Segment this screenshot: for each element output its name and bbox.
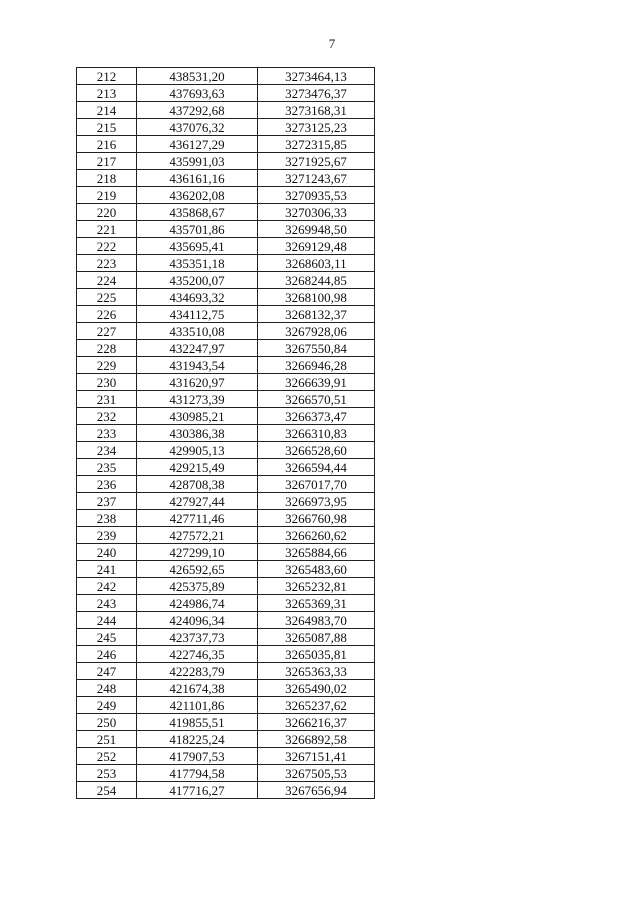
y-coordinate-cell: 3268132,37 [258, 306, 375, 323]
y-coordinate-cell: 3265237,62 [258, 697, 375, 714]
point-number-cell: 221 [77, 221, 137, 238]
coordinates-table [76, 67, 375, 799]
y-coordinate-cell: 3264983,70 [258, 612, 375, 629]
page-number: 7 [328, 36, 336, 51]
table-row [77, 697, 375, 714]
x-coordinate-cell: 435695,41 [137, 238, 258, 255]
y-coordinate-cell: 3266260,62 [258, 527, 375, 544]
table-row [77, 459, 375, 476]
x-coordinate-cell: 432247,97 [137, 340, 258, 357]
y-coordinate-cell: 3266946,28 [258, 357, 375, 374]
x-coordinate-cell: 431273,39 [137, 391, 258, 408]
point-number-cell: 232 [77, 408, 137, 425]
point-number-cell: 213 [77, 85, 137, 102]
table-row [77, 612, 375, 629]
table-row [77, 136, 375, 153]
x-coordinate-cell: 438531,20 [137, 68, 258, 85]
x-coordinate-cell: 436127,29 [137, 136, 258, 153]
point-number-cell: 231 [77, 391, 137, 408]
y-coordinate-cell: 3266639,91 [258, 374, 375, 391]
x-coordinate-cell: 435351,18 [137, 255, 258, 272]
y-coordinate-cell: 3265369,31 [258, 595, 375, 612]
point-number-cell: 246 [77, 646, 137, 663]
y-coordinate-cell: 3266216,37 [258, 714, 375, 731]
point-number-cell: 249 [77, 697, 137, 714]
point-number-cell: 216 [77, 136, 137, 153]
point-number-cell: 233 [77, 425, 137, 442]
x-coordinate-cell: 434693,32 [137, 289, 258, 306]
x-coordinate-cell: 436202,08 [137, 187, 258, 204]
table-row [77, 357, 375, 374]
table-row [77, 493, 375, 510]
y-coordinate-cell: 3267505,53 [258, 765, 375, 782]
point-number-cell: 239 [77, 527, 137, 544]
x-coordinate-cell: 426592,65 [137, 561, 258, 578]
point-number-cell: 254 [77, 782, 137, 799]
table-row [77, 391, 375, 408]
table-row [77, 68, 375, 85]
x-coordinate-cell: 417716,27 [137, 782, 258, 799]
y-coordinate-cell: 3266760,98 [258, 510, 375, 527]
y-coordinate-cell: 3267550,84 [258, 340, 375, 357]
point-number-cell: 253 [77, 765, 137, 782]
y-coordinate-cell: 3272315,85 [258, 136, 375, 153]
point-number-cell: 230 [77, 374, 137, 391]
point-number-cell: 250 [77, 714, 137, 731]
table-row [77, 629, 375, 646]
y-coordinate-cell: 3271243,67 [258, 170, 375, 187]
table-row [77, 527, 375, 544]
y-coordinate-cell: 3268244,85 [258, 272, 375, 289]
x-coordinate-cell: 430985,21 [137, 408, 258, 425]
x-coordinate-cell: 435868,67 [137, 204, 258, 221]
x-coordinate-cell: 437292,68 [137, 102, 258, 119]
y-coordinate-cell: 3266528,60 [258, 442, 375, 459]
table-row [77, 663, 375, 680]
x-coordinate-cell: 424096,34 [137, 612, 258, 629]
y-coordinate-cell: 3268100,98 [258, 289, 375, 306]
y-coordinate-cell: 3266570,51 [258, 391, 375, 408]
y-coordinate-cell: 3269948,50 [258, 221, 375, 238]
point-number-cell: 245 [77, 629, 137, 646]
y-coordinate-cell: 3265483,60 [258, 561, 375, 578]
table-row [77, 255, 375, 272]
point-number-cell: 236 [77, 476, 137, 493]
x-coordinate-cell: 422746,35 [137, 646, 258, 663]
point-number-cell: 234 [77, 442, 137, 459]
table-row [77, 782, 375, 799]
x-coordinate-cell: 435991,03 [137, 153, 258, 170]
y-coordinate-cell: 3273125,23 [258, 119, 375, 136]
y-coordinate-cell: 3266892,58 [258, 731, 375, 748]
x-coordinate-cell: 434112,75 [137, 306, 258, 323]
point-number-cell: 212 [77, 68, 137, 85]
x-coordinate-cell: 430386,38 [137, 425, 258, 442]
y-coordinate-cell: 3267017,70 [258, 476, 375, 493]
table-row [77, 544, 375, 561]
x-coordinate-cell: 436161,16 [137, 170, 258, 187]
y-coordinate-cell: 3266594,44 [258, 459, 375, 476]
table-row [77, 680, 375, 697]
point-number-cell: 227 [77, 323, 137, 340]
table-row [77, 731, 375, 748]
table-row [77, 374, 375, 391]
point-number-cell: 235 [77, 459, 137, 476]
x-coordinate-cell: 427927,44 [137, 493, 258, 510]
table-row [77, 289, 375, 306]
point-number-cell: 219 [77, 187, 137, 204]
table-row [77, 765, 375, 782]
y-coordinate-cell: 3273168,31 [258, 102, 375, 119]
point-number-cell: 214 [77, 102, 137, 119]
table-row [77, 170, 375, 187]
y-coordinate-cell: 3265884,66 [258, 544, 375, 561]
x-coordinate-cell: 423737,73 [137, 629, 258, 646]
x-coordinate-cell: 417794,58 [137, 765, 258, 782]
table-row [77, 408, 375, 425]
point-number-cell: 247 [77, 663, 137, 680]
y-coordinate-cell: 3268603,11 [258, 255, 375, 272]
table-row [77, 102, 375, 119]
point-number-cell: 222 [77, 238, 137, 255]
x-coordinate-cell: 417907,53 [137, 748, 258, 765]
y-coordinate-cell: 3266373,47 [258, 408, 375, 425]
y-coordinate-cell: 3266310,83 [258, 425, 375, 442]
x-coordinate-cell: 428708,38 [137, 476, 258, 493]
point-number-cell: 217 [77, 153, 137, 170]
point-number-cell: 218 [77, 170, 137, 187]
table-row [77, 119, 375, 136]
x-coordinate-cell: 437693,63 [137, 85, 258, 102]
table-row [77, 238, 375, 255]
y-coordinate-cell: 3267151,41 [258, 748, 375, 765]
table-row [77, 153, 375, 170]
point-number-cell: 226 [77, 306, 137, 323]
y-coordinate-cell: 3265035,81 [258, 646, 375, 663]
table-row [77, 510, 375, 527]
coordinates-table-body [77, 68, 375, 799]
x-coordinate-cell: 435701,86 [137, 221, 258, 238]
table-row [77, 340, 375, 357]
x-coordinate-cell: 421674,38 [137, 680, 258, 697]
table-row [77, 595, 375, 612]
x-coordinate-cell: 433510,08 [137, 323, 258, 340]
x-coordinate-cell: 437076,32 [137, 119, 258, 136]
table-row [77, 85, 375, 102]
x-coordinate-cell: 419855,51 [137, 714, 258, 731]
point-number-cell: 244 [77, 612, 137, 629]
point-number-cell: 248 [77, 680, 137, 697]
x-coordinate-cell: 422283,79 [137, 663, 258, 680]
x-coordinate-cell: 427299,10 [137, 544, 258, 561]
table-row [77, 272, 375, 289]
y-coordinate-cell: 3267928,06 [258, 323, 375, 340]
y-coordinate-cell: 3273476,37 [258, 85, 375, 102]
x-coordinate-cell: 424986,74 [137, 595, 258, 612]
x-coordinate-cell: 435200,07 [137, 272, 258, 289]
table-row [77, 442, 375, 459]
point-number-cell: 242 [77, 578, 137, 595]
point-number-cell: 215 [77, 119, 137, 136]
x-coordinate-cell: 421101,86 [137, 697, 258, 714]
table-row [77, 425, 375, 442]
point-number-cell: 240 [77, 544, 137, 561]
table-row [77, 204, 375, 221]
table-row [77, 646, 375, 663]
x-coordinate-cell: 429215,49 [137, 459, 258, 476]
y-coordinate-cell: 3265363,33 [258, 663, 375, 680]
point-number-cell: 241 [77, 561, 137, 578]
y-coordinate-cell: 3266973,95 [258, 493, 375, 510]
x-coordinate-cell: 418225,24 [137, 731, 258, 748]
x-coordinate-cell: 429905,13 [137, 442, 258, 459]
y-coordinate-cell: 3265087,88 [258, 629, 375, 646]
y-coordinate-cell: 3265490,02 [258, 680, 375, 697]
x-coordinate-cell: 427711,46 [137, 510, 258, 527]
y-coordinate-cell: 3271925,67 [258, 153, 375, 170]
point-number-cell: 223 [77, 255, 137, 272]
table-row [77, 476, 375, 493]
x-coordinate-cell: 425375,89 [137, 578, 258, 595]
y-coordinate-cell: 3270935,53 [258, 187, 375, 204]
y-coordinate-cell: 3270306,33 [258, 204, 375, 221]
point-number-cell: 228 [77, 340, 137, 357]
point-number-cell: 237 [77, 493, 137, 510]
table-row [77, 561, 375, 578]
point-number-cell: 252 [77, 748, 137, 765]
table-row [77, 323, 375, 340]
table-row [77, 578, 375, 595]
table-row [77, 748, 375, 765]
point-number-cell: 238 [77, 510, 137, 527]
point-number-cell: 251 [77, 731, 137, 748]
point-number-cell: 220 [77, 204, 137, 221]
table-row [77, 221, 375, 238]
table-row [77, 187, 375, 204]
x-coordinate-cell: 431620,97 [137, 374, 258, 391]
point-number-cell: 243 [77, 595, 137, 612]
x-coordinate-cell: 427572,21 [137, 527, 258, 544]
y-coordinate-cell: 3265232,81 [258, 578, 375, 595]
y-coordinate-cell: 3273464,13 [258, 68, 375, 85]
x-coordinate-cell: 431943,54 [137, 357, 258, 374]
point-number-cell: 225 [77, 289, 137, 306]
table-row [77, 714, 375, 731]
table-row [77, 306, 375, 323]
y-coordinate-cell: 3269129,48 [258, 238, 375, 255]
point-number-cell: 229 [77, 357, 137, 374]
y-coordinate-cell: 3267656,94 [258, 782, 375, 799]
point-number-cell: 224 [77, 272, 137, 289]
